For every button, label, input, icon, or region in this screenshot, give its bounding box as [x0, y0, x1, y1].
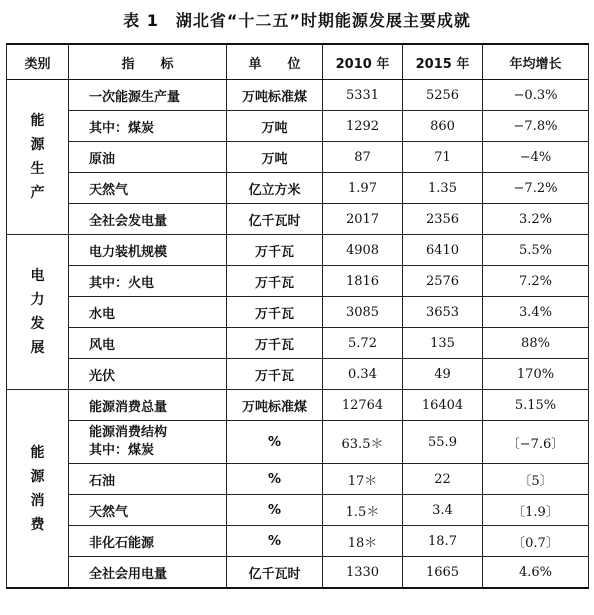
indicator-cell — [69, 421, 227, 464]
value-2010-cell: 3085 — [323, 297, 403, 328]
indicator-label: 其中：煤炭 — [89, 120, 155, 136]
unit-cell: % — [227, 421, 323, 464]
indicator-cell — [69, 359, 227, 390]
table-row — [7, 297, 589, 328]
value-2015-cell: 16404 — [403, 390, 483, 421]
value-2010-cell: 5.72 — [323, 328, 403, 359]
indicator-cell — [69, 390, 227, 421]
table-row — [7, 359, 589, 390]
value-2010-cell: 17＊ — [323, 464, 403, 495]
category-char: 展 — [30, 340, 45, 356]
table-row — [7, 142, 589, 173]
indicator-label: 原油 — [89, 151, 116, 167]
category-char: 源 — [30, 137, 45, 153]
unit-cell: 万吨 — [227, 111, 323, 142]
growth-cell: 3.4% — [483, 297, 589, 328]
table-row — [7, 328, 589, 359]
indicator-cell — [69, 173, 227, 204]
header-growth: 年均增长 — [483, 44, 589, 80]
value-2015-cell: 1.35 — [403, 173, 483, 204]
category-char: 力 — [30, 292, 45, 308]
growth-cell: 3.2% — [483, 204, 589, 235]
growth-cell: 5.15% — [483, 390, 589, 421]
unit-cell: % — [227, 495, 323, 526]
growth-cell: −7.2% — [483, 173, 589, 204]
value-2010-cell: 1292 — [323, 111, 403, 142]
category-char: 费 — [30, 516, 45, 533]
value-2015-cell: 2576 — [403, 266, 483, 297]
unit-cell: 万千瓦 — [227, 328, 323, 359]
value-2010-cell: 1.5＊ — [323, 495, 403, 526]
category-char: 电 — [30, 268, 45, 284]
table-title: 表 1 湖北省“十二五”时期能源发展主要成就 — [123, 11, 471, 30]
growth-cell: 7.2% — [483, 266, 589, 297]
table-row — [7, 526, 589, 557]
growth-cell: −7.8% — [483, 111, 589, 142]
header-2010: 2010 年 — [323, 44, 403, 80]
value-2015-cell: 3653 — [403, 297, 483, 328]
unit-cell: % — [227, 464, 323, 495]
value-2015-cell: 49 — [403, 359, 483, 390]
indicator-label: 能源消费总量 — [89, 399, 168, 415]
value-2010-cell: 12764 — [323, 390, 403, 421]
category-char: 发 — [30, 316, 45, 332]
indicator-label: 石油 — [89, 473, 116, 489]
category-cell — [7, 80, 69, 235]
growth-cell: 〔−7.6〕 — [483, 421, 589, 464]
growth-cell: 〔0.7〕 — [483, 526, 589, 557]
value-2015-cell: 22 — [403, 464, 483, 495]
growth-cell: 4.6% — [483, 557, 589, 589]
value-2015-cell: 3.4 — [403, 495, 483, 526]
value-2015-cell: 55.9 — [403, 421, 483, 464]
indicator-label: 电力装机规模 — [89, 244, 168, 260]
table-row — [7, 421, 589, 464]
growth-cell: 〔1.9〕 — [483, 495, 589, 526]
table-row — [7, 111, 589, 142]
indicator-label: 风电 — [89, 337, 116, 353]
growth-cell: 170% — [483, 359, 589, 390]
category-char: 生 — [30, 161, 45, 177]
indicator-label: 水电 — [89, 306, 116, 322]
indicator-label: 天然气 — [89, 182, 129, 198]
value-2015-cell: 71 — [403, 142, 483, 173]
unit-cell: 万千瓦 — [227, 359, 323, 390]
value-2010-cell: 5331 — [323, 80, 403, 111]
header-unit: 单 位 — [227, 44, 323, 80]
table-row — [7, 80, 589, 111]
indicator-cell — [69, 142, 227, 173]
value-2015-cell: 18.7 — [403, 526, 483, 557]
indicator-label: 天然气 — [89, 504, 129, 520]
indicator-cell — [69, 557, 227, 589]
growth-cell: −4% — [483, 142, 589, 173]
unit-cell: 万吨标准煤 — [227, 390, 323, 421]
value-2010-cell: 2017 — [323, 204, 403, 235]
unit-cell: 亿千瓦时 — [227, 204, 323, 235]
value-2015-cell: 1665 — [403, 557, 483, 589]
indicator-cell — [69, 328, 227, 359]
category-cell — [7, 235, 69, 390]
unit-cell: 万吨 — [227, 142, 323, 173]
category-char: 消 — [30, 492, 45, 509]
indicator-cell — [69, 266, 227, 297]
value-2015-cell: 135 — [403, 328, 483, 359]
value-2015-cell: 860 — [403, 111, 483, 142]
value-2010-cell: 1816 — [323, 266, 403, 297]
value-2010-cell: 0.34 — [323, 359, 403, 390]
category-char: 产 — [30, 185, 45, 201]
category-char: 能 — [30, 444, 45, 461]
indicator-label: 全社会用电量 — [89, 566, 168, 582]
indicator-cell — [69, 526, 227, 557]
header-2015: 2015 年 — [403, 44, 483, 80]
unit-cell: 万千瓦 — [227, 235, 323, 266]
growth-cell: 5.5% — [483, 235, 589, 266]
indicator-cell — [69, 111, 227, 142]
value-2015-cell: 5256 — [403, 80, 483, 111]
unit-cell: 亿立方米 — [227, 173, 323, 204]
indicator-cell — [69, 464, 227, 495]
indicator-cell — [69, 297, 227, 328]
table-row — [7, 204, 589, 235]
indicator-label: 非化石能源 — [89, 535, 155, 551]
table-row — [7, 390, 589, 421]
category-char: 能 — [30, 113, 45, 129]
category-char: 源 — [30, 468, 45, 485]
indicator-sublabel: 其中：煤炭 — [89, 443, 155, 458]
value-2010-cell: 18＊ — [323, 526, 403, 557]
table-row — [7, 495, 589, 526]
indicator-label: 其中：火电 — [89, 275, 155, 291]
value-2010-cell: 63.5＊ — [323, 421, 403, 464]
indicator-label: 全社会发电量 — [89, 213, 168, 229]
unit-cell: 万千瓦 — [227, 297, 323, 328]
indicator-label: 光伏 — [89, 368, 116, 384]
value-2015-cell: 6410 — [403, 235, 483, 266]
value-2010-cell: 1330 — [323, 557, 403, 589]
category-cell — [7, 390, 69, 589]
header-row — [7, 44, 589, 80]
indicator-cell — [69, 204, 227, 235]
indicator-cell — [69, 80, 227, 111]
value-2010-cell: 87 — [323, 142, 403, 173]
indicator-label: 能源消费结构 — [89, 425, 168, 440]
value-2015-cell: 2356 — [403, 204, 483, 235]
value-2010-cell: 1.97 — [323, 173, 403, 204]
table-row — [7, 464, 589, 495]
unit-cell: % — [227, 526, 323, 557]
header-indicator: 指 标 — [69, 44, 227, 80]
unit-cell: 万千瓦 — [227, 266, 323, 297]
table-row — [7, 557, 589, 589]
value-2010-cell: 4908 — [323, 235, 403, 266]
indicator-cell — [69, 235, 227, 266]
indicator-label: 一次能源生产量 — [89, 89, 181, 105]
unit-cell: 亿千瓦时 — [227, 557, 323, 589]
growth-cell: −0.3% — [483, 80, 589, 111]
growth-cell: 88% — [483, 328, 589, 359]
table-row — [7, 235, 589, 266]
table-row — [7, 266, 589, 297]
energy-table — [6, 43, 589, 589]
indicator-cell — [69, 495, 227, 526]
header-category: 类别 — [7, 44, 69, 80]
unit-cell: 万吨标准煤 — [227, 80, 323, 111]
growth-cell: 〔5〕 — [483, 464, 589, 495]
table-row — [7, 173, 589, 204]
